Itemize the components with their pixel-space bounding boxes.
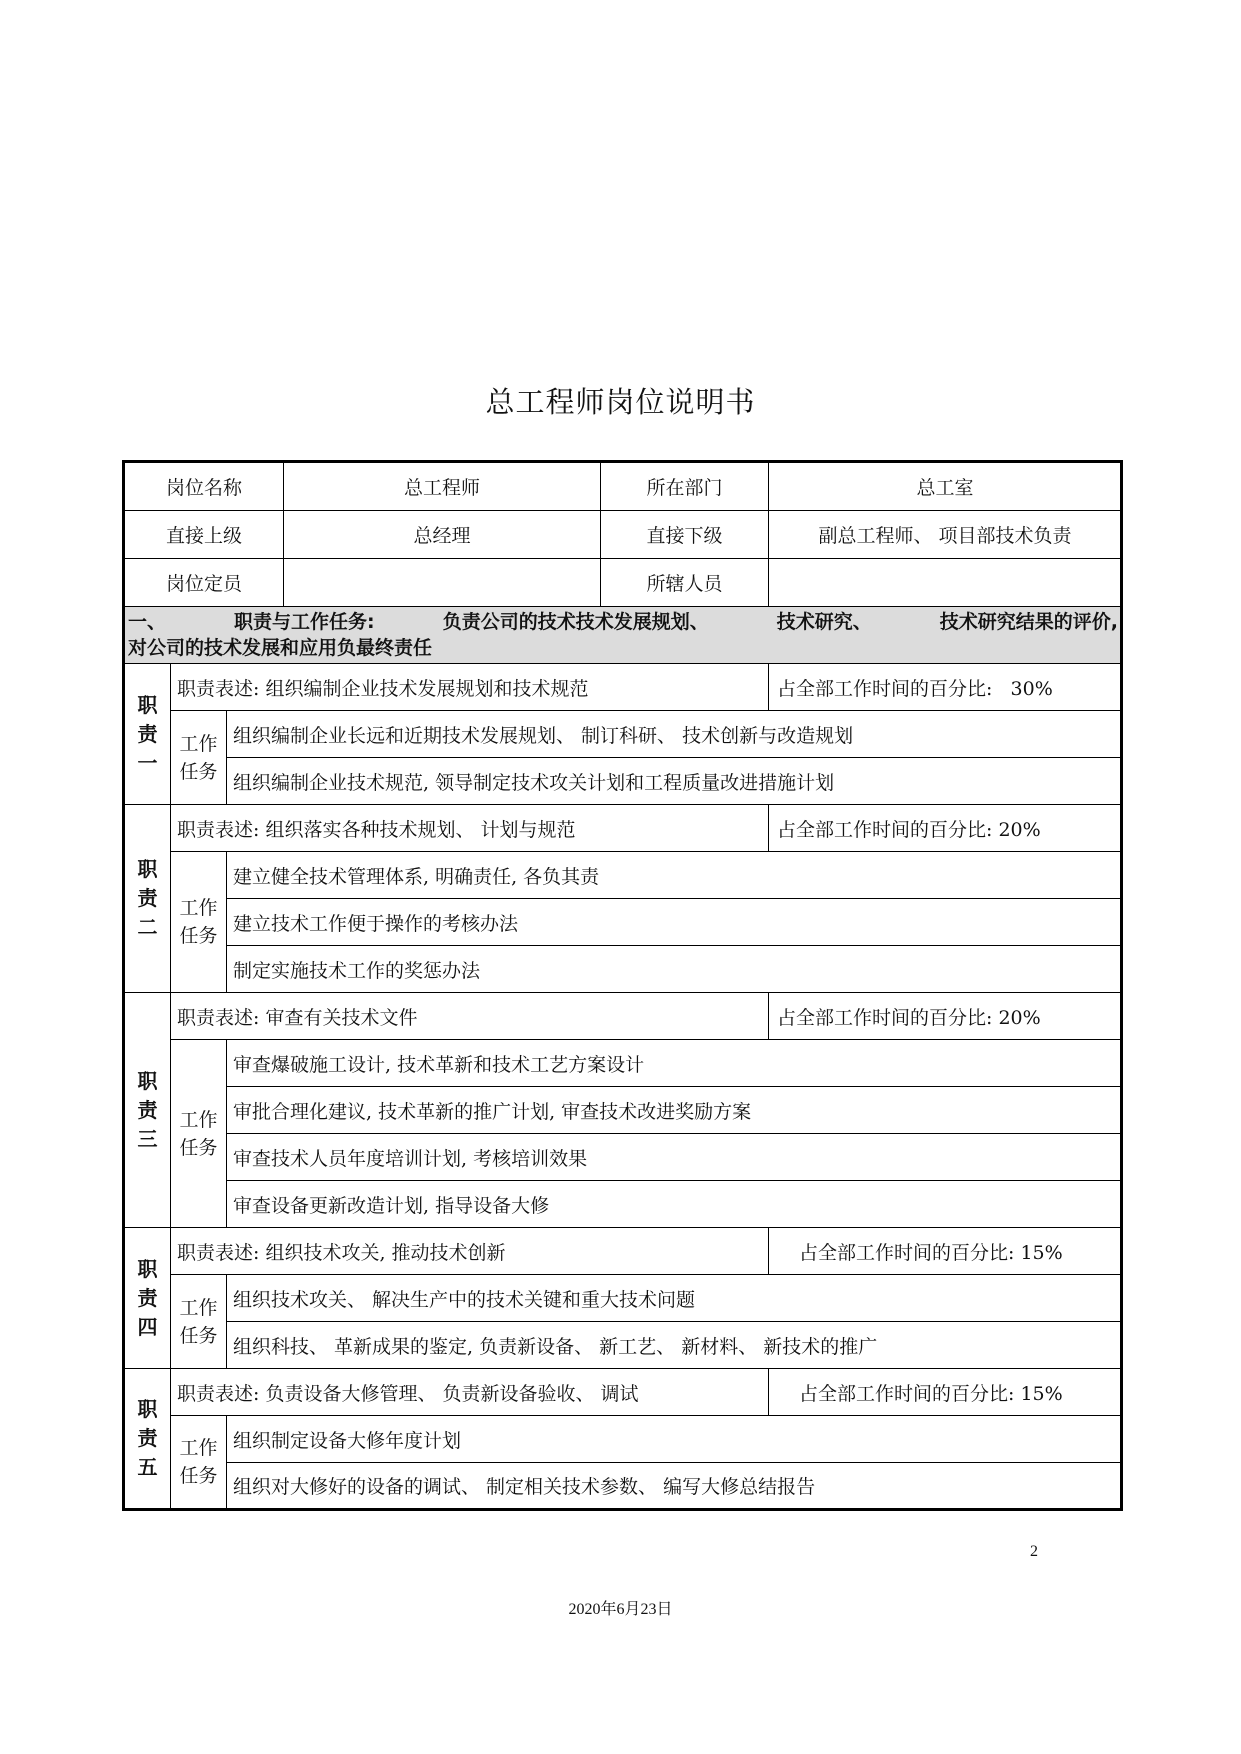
duty-2-description: 职责表述: 组织落实各种技术规划、 计划与规范 [171,805,769,852]
headcount-label: 岗位定员 [124,559,284,607]
duty-4-task-2: 组织科技、 革新成果的鉴定, 负责新设备、 新工艺、 新材料、 新技术的推广 [227,1322,1122,1369]
duty-1-task-2: 组织编制企业技术规范, 领导制定技术攻关计划和工程质量改进措施计划 [227,758,1122,805]
duty-3-task-row [124,1087,1122,1134]
duty-1-description-row [124,664,1122,711]
section-text-part3: 技术研究结果的评价, [939,611,1118,633]
duty-2-task-3: 制定实施技术工作的奖惩办法 [227,946,1122,993]
duty-3-description: 职责表述: 审查有关技术文件 [171,993,769,1040]
duty-2-task-label: 工作 任务 [171,852,227,993]
duty-3-label: 职 责 三 [124,993,171,1228]
superior-label: 直接上级 [124,511,284,559]
duty-5-description-row [124,1369,1122,1416]
superior-value: 总经理 [284,511,601,559]
duty-4-percent: 占全部工作时间的百分比: 15% [769,1228,1122,1275]
duty-3-percent: 占全部工作时间的百分比: 20% [769,993,1122,1040]
duty-2-task-1: 建立健全技术管理体系, 明确责任, 各负其责 [227,852,1122,899]
duty-3-task-label: 工作 任务 [171,1040,227,1228]
duty-4-task-row [124,1275,1122,1322]
duty-2-percent: 占全部工作时间的百分比: 20% [769,805,1122,852]
duty-3-task-row [124,1134,1122,1181]
section-text-part1: 负责公司的技术技术发展规划、 [442,611,709,633]
duty-5-task-row [124,1463,1122,1510]
duty-1-task-row [124,711,1122,758]
managed-staff-value [769,559,1122,607]
duty-3-task-3: 审查技术人员年度培训计划, 考核培训效果 [227,1134,1122,1181]
duty-5-task-2: 组织对大修好的设备的调试、 制定相关技术参数、 编写大修总结报告 [227,1463,1122,1510]
subordinate-label: 直接下级 [601,511,769,559]
department-value: 总工室 [769,462,1122,511]
duty-4-label: 职 责 四 [124,1228,171,1369]
duty-1-percent: 占全部工作时间的百分比: 30% [769,664,1122,711]
duty-5-label: 职 责 五 [124,1369,171,1510]
department-label: 所在部门 [601,462,769,511]
headcount-value [284,559,601,607]
position-name-value: 总工程师 [284,462,601,511]
section-label: 职责与工作任务: [234,611,375,633]
duty-3-task-row [124,1040,1122,1087]
duty-3-task-row [124,1181,1122,1228]
duty-1-task-label: 工作 任务 [171,711,227,805]
duty-1-label: 职 责 一 [124,664,171,805]
page-number: 2 [1030,1543,1038,1560]
section-text-part2: 技术研究、 [776,611,872,633]
duty-1-description: 职责表述: 组织编制企业技术发展规划和技术规范 [171,664,769,711]
section-heading-row [124,607,1122,664]
header-row-3 [124,559,1122,607]
duty-2-label: 职 责 二 [124,805,171,993]
document-date: 2020年6月23日 [568,1601,673,1618]
duty-3-task-1: 审查爆破施工设计, 技术革新和技术工艺方案设计 [227,1040,1122,1087]
duty-4-description: 职责表述: 组织技术攻关, 推动技术创新 [171,1228,769,1275]
duty-1-task-row [124,758,1122,805]
duty-4-description-row [124,1228,1122,1275]
job-description-table [122,460,1123,1511]
duty-2-task-row [124,946,1122,993]
duty-3-task-2: 审批合理化建议, 技术革新的推广计划, 审查技术改进奖励方案 [227,1087,1122,1134]
duty-4-task-row [124,1322,1122,1369]
header-row-2 [124,511,1122,559]
header-row-1 [124,462,1122,511]
duty-1-task-1: 组织编制企业长远和近期技术发展规划、 制订科研、 技术创新与改造规划 [227,711,1122,758]
duty-4-task-1: 组织技术攻关、 解决生产中的技术关键和重大技术问题 [227,1275,1122,1322]
section-text-line2: 对公司的技术发展和应用负最终责任 [128,637,433,659]
duty-3-task-4: 审查设备更新改造计划, 指导设备大修 [227,1181,1122,1228]
duty-5-task-1: 组织制定设备大修年度计划 [227,1416,1122,1463]
duty-2-task-row [124,899,1122,946]
duty-2-description-row [124,805,1122,852]
section-number: 一、 [128,611,167,633]
duty-5-task-label: 工作 任务 [171,1416,227,1510]
duty-5-percent: 占全部工作时间的百分比: 15% [769,1369,1122,1416]
duty-2-task-2: 建立技术工作便于操作的考核办法 [227,899,1122,946]
document-title: 总工程师岗位说明书 [485,385,756,419]
managed-staff-label: 所辖人员 [601,559,769,607]
duty-2-task-row [124,852,1122,899]
position-name-label: 岗位名称 [124,462,284,511]
duty-5-description: 职责表述: 负责设备大修管理、 负责新设备验收、 调试 [171,1369,769,1416]
subordinate-value: 副总工程师、 项目部技术负责 [769,511,1122,559]
duty-4-task-label: 工作 任务 [171,1275,227,1369]
duty-5-task-row [124,1416,1122,1463]
section-heading [124,607,1122,664]
duty-3-description-row [124,993,1122,1040]
